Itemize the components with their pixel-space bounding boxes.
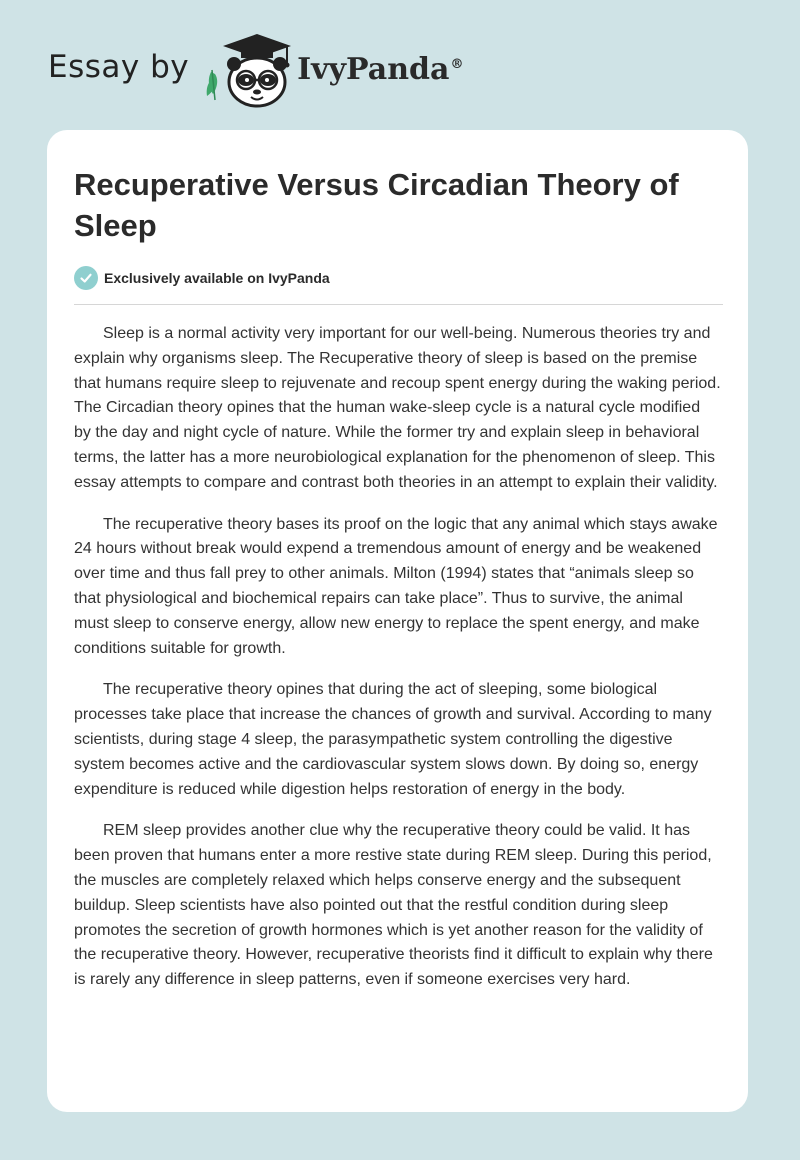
- site-brand[interactable]: [48, 30, 463, 110]
- brand-prefix: Essay by: [48, 49, 190, 85]
- paragraph: The recuperative theory opines that during the act of sleeping, some biological processes take place that increase the chances of growth and survival. According to many scientists, during stage 4 sleep, the parasympathetic system controlling the digestive system becomes active and the cardiovascular system slows down. By doing so, energy expenditure is reduced while digestion helps restoration of energy in the body.: [74, 681, 712, 798]
- brand-name: [297, 52, 463, 87]
- panda-graduate-logo-icon: [201, 30, 293, 110]
- registered-mark: ®: [450, 56, 464, 72]
- paragraph: Sleep is a normal activity very important for our well-being. Numerous theories try and explain why organisms sleep. The Recuperative theory of sleep is based on the premise that humans require sleep to rejuvenate and recoup spent energy during the waking period. The Circadian theory opines that the human wake-sleep cycle is a natural cycle modified by the day and night cycle of nature. While the former try and explain sleep in behavioral terms, the latter has a more neurobiological explanation for the phenomenon of sleep. This essay attempts to compare and contrast both theories in an attempt to explain their validity.: [74, 325, 721, 491]
- divider: [74, 304, 723, 305]
- paragraph: REM sleep provides another clue why the recuperative theory could be valid. It has been proven that humans enter a more restive state during REM sleep. During this period, the muscles are completely relaxed which helps conserve energy and the subsequent buildup. Sleep scientists have also pointed out that the restful condition during sleep promotes the secretion of growth hormones which is yet another reason for the validity of the recuperative theory. However, recuperative theorists find it difficult to explain why there is rarely any difference in sleep patterns, even if someone exercises very hard.: [74, 822, 713, 989]
- paragraph: The recuperative theory bases its proof on the logic that any animal which stays awake 24 hours without break would expend a tremendous amount of energy and be weakened over time and thus fall prey to other animals. Milton (1994) states that “animals sleep so that physiological and biochemical repairs can take place”. Thus to survive, the animal must sleep to conserve energy, allow new energy to replace the spent energy, and make conditions suitable for growth.: [74, 515, 718, 657]
- article-title: Recuperative Versus Circadian Theory of Sleep: [74, 167, 679, 243]
- brand-name-text: IvyPanda: [297, 51, 450, 87]
- badge-text: Exclusively available on IvyPanda: [104, 270, 330, 286]
- article-body: [74, 322, 721, 993]
- article-card: [47, 130, 748, 1112]
- check-circle-icon: [74, 266, 98, 290]
- exclusive-badge: [74, 264, 721, 292]
